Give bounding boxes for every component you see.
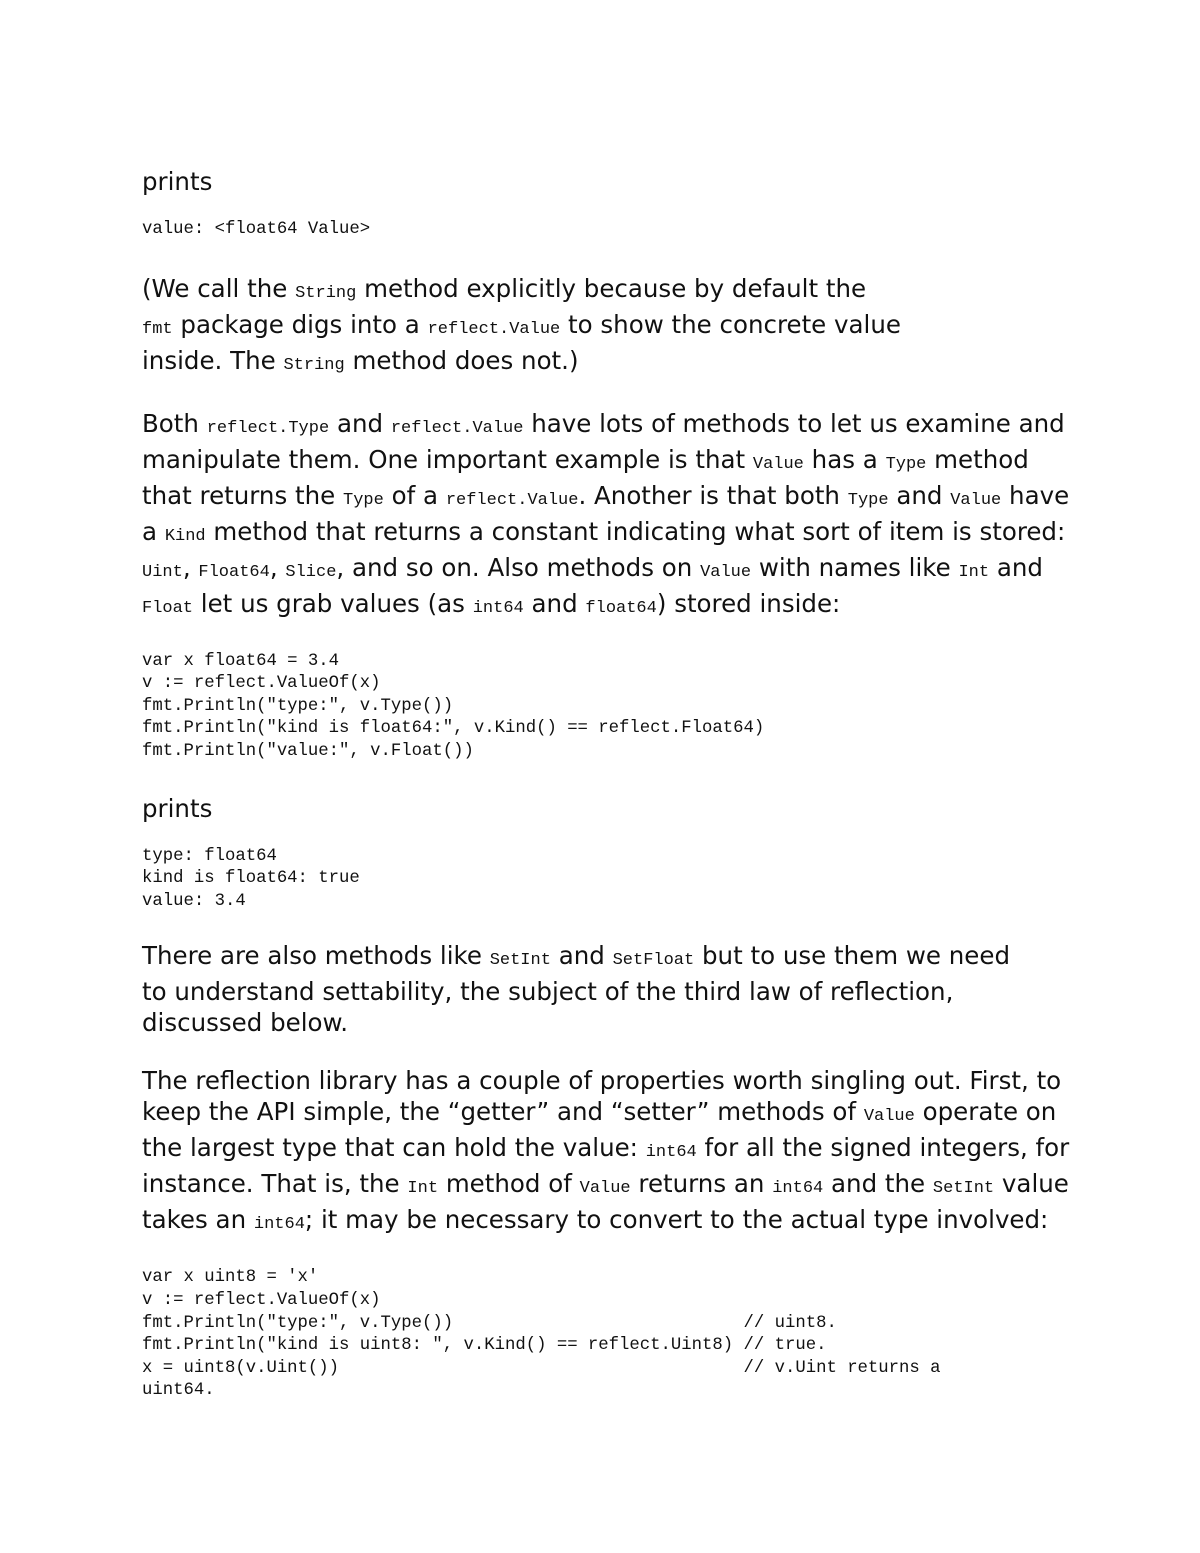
code-line: fmt.Println("type:", v.Type()) // uint8. (142, 1313, 837, 1333)
paragraph-type-and-value: Both reflect.Type and reflect.Value have lots of methods to let us examine and manipulate them. One important example is that Value has a Type method that returns the Type of a reflect.Value. Another is that both Type and Value have a Kind method that returns a constant indicating what sort of item is stored: Uint, Float64, Slice, and so on. Also methods on Value with names like Int and Float let us grab values (as int64 and float64) stored inside: (142, 408, 1070, 618)
output-line: value: 3.4 (142, 891, 246, 911)
code-block-float64 (142, 651, 1072, 764)
code-block-uint8 (142, 1267, 1072, 1403)
inline-code: int64 (472, 598, 524, 618)
inline-code: Value (863, 1107, 915, 1127)
inline-code: Type (847, 490, 889, 510)
inline-code: Value (700, 562, 752, 582)
inline-code: Type (343, 490, 384, 510)
inline-code: Kind (164, 526, 206, 546)
inline-code: Slice (285, 562, 337, 582)
code-line: fmt.Println("type:", v.Type()) (142, 696, 454, 716)
inline-code: Type (885, 454, 927, 474)
inline-code: String (295, 283, 357, 303)
inline-code: float64 (585, 598, 657, 618)
output-block (142, 219, 1072, 242)
inline-code: int64 (772, 1179, 824, 1199)
prints-label: prints (142, 167, 213, 196)
output-line: value: <float64 Value> (142, 220, 371, 239)
inline-code: Value (579, 1179, 631, 1199)
output-line: type: float64 (142, 846, 277, 866)
inline-code: Uint (142, 562, 183, 582)
code-line: var x uint8 = 'x' (142, 1268, 319, 1288)
code-line: v := reflect.ValueOf(x) (142, 674, 381, 694)
paragraph-reflection-properties: The reflection library has a couple of properties worth singling out. First, to keep the API simple, the “getter” and “setter” methods of Value operate on the largest type that can hold the value: int64 for all the signed integers, for instance. That is, the Int method of Value returns an int64 and the SetInt value takes an int64; it may be necessary to convert to the actual type involved: (142, 1066, 1070, 1235)
inline-code: String (283, 355, 345, 375)
inline-code: Float (142, 598, 194, 618)
code-line: v := reflect.ValueOf(x) (142, 1290, 381, 1310)
paragraph-string-method: (We call the String method explicitly because by default the fmt package digs into a reflect.Value to show the concrete value inside. The String method does not.) (142, 273, 901, 375)
inline-code: SetInt (489, 951, 551, 971)
inline-code: reflect.Value (390, 418, 524, 438)
inline-code: int64 (253, 1215, 305, 1235)
output-line: kind is float64: true (142, 869, 360, 889)
inline-code: reflect.Value (445, 490, 579, 510)
output-block (142, 846, 1072, 914)
inline-code: Int (407, 1179, 439, 1199)
code-line: x = uint8(v.Uint()) // v.Uint returns a (142, 1358, 941, 1378)
prints-label: prints (142, 793, 213, 823)
inline-code: fmt (142, 319, 173, 339)
inline-code: Int (958, 562, 990, 582)
code-line: uint64. (142, 1381, 215, 1401)
document-page (142, 166, 1072, 1403)
code-line: var x float64 = 3.4 (142, 651, 340, 671)
inline-code: Float64 (198, 562, 270, 582)
inline-code: SetFloat (612, 951, 695, 971)
inline-code: reflect.Type (206, 418, 330, 438)
inline-code: int64 (645, 1143, 697, 1163)
inline-code: SetInt (932, 1179, 995, 1199)
inline-code: Value (950, 490, 1002, 510)
code-line: fmt.Println("value:", v.Float()) (142, 741, 474, 761)
code-line: fmt.Println("kind is uint8: ", v.Kind() == reflect.Uint8) // true. (142, 1336, 827, 1356)
code-line: fmt.Println("kind is float64:", v.Kind() == reflect.Float64) (142, 719, 765, 739)
inline-code: reflect.Value (427, 319, 561, 339)
inline-code: Value (752, 454, 804, 474)
paragraph-setters: There are also methods like SetInt and SetFloat but to use them we need to understand settability, the subject of the third law of reflection, discussed below. (142, 941, 1011, 1038)
